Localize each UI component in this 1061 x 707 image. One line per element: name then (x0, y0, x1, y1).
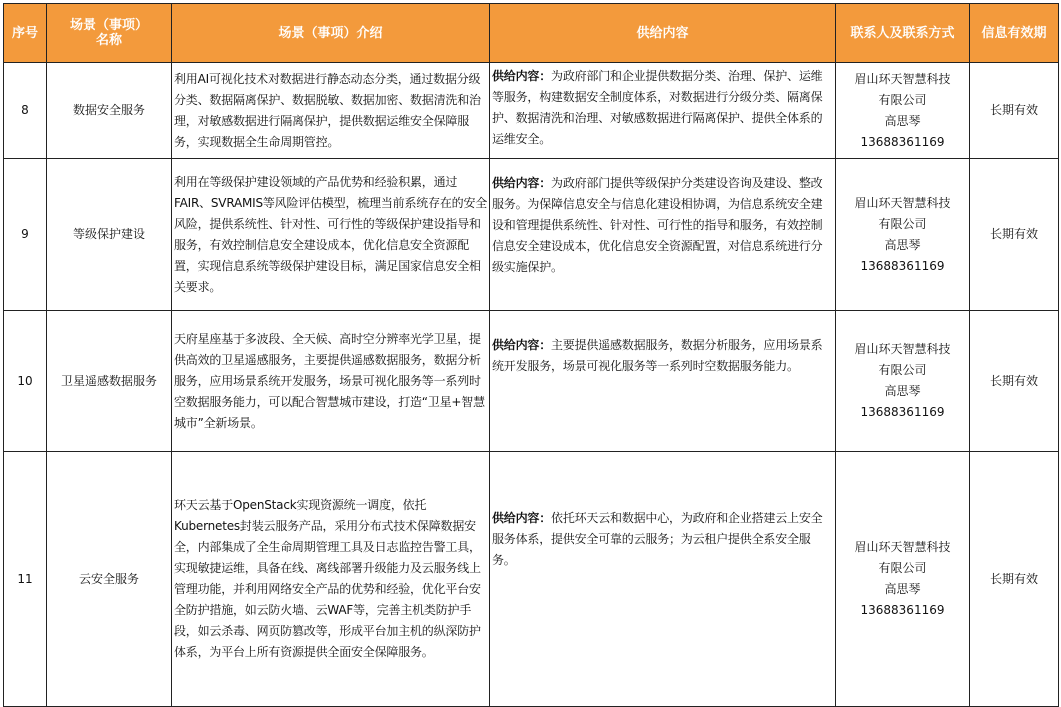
table-header-row (4, 4, 1059, 63)
header-validity: 信息有效期 (970, 4, 1059, 63)
supply-label: 供给内容： (492, 176, 552, 190)
contact-company-line1: 眉山环天智慧科技 (854, 71, 951, 86)
contact-company-line2: 有限公司 (878, 216, 927, 231)
cell-seq: 10 (4, 311, 47, 452)
cell-supply (490, 311, 836, 452)
cell-name: 云安全服务 (47, 452, 172, 707)
contact-person: 高思琴 (884, 113, 921, 128)
header-seq: 序号 (4, 4, 47, 63)
supply-text: 依托环天云和数据中心，为政府和企业搭建云上安全服务体系，提供安全可靠的云服务；为云租户提供全系安全服务。 (492, 511, 823, 567)
table-row (4, 159, 1059, 311)
cell-name: 等级保护建设 (47, 159, 172, 311)
contact-phone: 13688361169 (860, 258, 945, 273)
cell-contact (836, 452, 970, 707)
contact-person: 高思琴 (884, 384, 921, 398)
supply-label: 供给内容： (492, 69, 552, 83)
contact-company-line1: 眉山环天智慧科技 (854, 342, 951, 356)
cell-intro: 天府星座基于多波段、全天候、高时空分辨率光学卫星，提供高效的卫星遥感服务，主要提供遥感数据服务，数据分析服务，应用场景系统开发服务，场景可视化服务等一系列时空数据服务能力，可以配合智慧城市建设，打造“卫星+智慧城市”全新场景。 (172, 311, 490, 452)
contact-phone: 13688361169 (860, 405, 945, 419)
cell-name: 数据安全服务 (47, 63, 172, 159)
contact-person: 高思琴 (884, 237, 921, 252)
cell-validity: 长期有效 (970, 63, 1059, 159)
header-name (47, 4, 172, 63)
cell-intro: 利用在等级保护建设领域的产品优势和经验积累，通过FAIR、SVRAMIS等风险评估模型，梳理当前系统存在的安全风险，提供系统性、针对性、可行性的等级保护建设指导和服务，有效控制信息安全建设成本，优化信息安全资源配置，实现信息系统等级保护建设目标，满足国家信息安全相关要求。 (172, 159, 490, 311)
header-intro: 场景（事项）介绍 (172, 4, 490, 63)
header-contact: 联系人及联系方式 (836, 4, 970, 63)
cell-supply (490, 159, 836, 311)
contact-company-line2: 有限公司 (878, 363, 927, 377)
cell-seq: 11 (4, 452, 47, 707)
contact-company-line1: 眉山环天智慧科技 (854, 540, 951, 554)
table-row (4, 63, 1059, 159)
header-supply: 供给内容 (490, 4, 836, 63)
contact-company-line2: 有限公司 (878, 92, 927, 107)
table-row (4, 452, 1059, 707)
contact-person: 高思琴 (884, 582, 921, 596)
table-row (4, 311, 1059, 452)
supply-label: 供给内容： (492, 511, 552, 525)
contact-phone: 13688361169 (860, 134, 945, 149)
cell-contact (836, 159, 970, 311)
cell-validity: 长期有效 (970, 452, 1059, 707)
cell-contact (836, 63, 970, 159)
contact-company-line2: 有限公司 (878, 561, 927, 575)
contact-phone: 13688361169 (860, 603, 945, 617)
supply-text: 为政府部门提供等级保护分类建设咨询及建设、整改服务。为保障信息安全与信息化建设相协调，为信息系统安全建设和管理提供系统性、针对性、可行性的指导和服务，有效控制信息安全建设成本，优化信息安全资源配置，对信息系统进行分级实施保护。 (492, 176, 823, 274)
contact-company-line1: 眉山环天智慧科技 (854, 195, 951, 210)
cell-validity: 长期有效 (970, 159, 1059, 311)
header-name-line1: 场景（事项） (69, 18, 148, 33)
cell-name: 卫星遥感数据服务 (47, 311, 172, 452)
cell-supply (490, 63, 836, 159)
cell-intro: 利用AI可视化技术对数据进行静态动态分类，通过数据分级分类、数据隔离保护、数据脱敏、数据加密、数据清洗和治理，对敏感数据进行隔离保护，提供数据运维安全保障服务，实现数据全生命周期管控。 (172, 63, 490, 159)
cell-intro: 环天云基于OpenStack实现资源统一调度，依托Kubernetes封装云服务产品，采用分布式技术保障数据安全，内部集成了全生命周期管理工具及日志监控告警工具，实现敏捷运维，具备在线、离线部署升级能力及云服务线上管理功能，并利用网络安全产品的优势和经验，优化平台安全防护措施，如云防火墙、云WAF等，完善主机类防护手段，如云杀毒、网页防篡改等，形成平台加主机的纵深防护体系，为平台上所有资源提供全面安全保障服务。 (172, 452, 490, 707)
scenario-table (3, 3, 1059, 707)
cell-contact (836, 311, 970, 452)
cell-seq: 8 (4, 63, 47, 159)
cell-validity: 长期有效 (970, 311, 1059, 452)
cell-supply (490, 452, 836, 707)
cell-seq: 9 (4, 159, 47, 311)
header-name-line2: 名称 (95, 33, 122, 48)
supply-text: 主要提供遥感数据服务，数据分析服务，应用场景系统开发服务，场景可视化服务等一系列时空数据服务能力。 (492, 338, 823, 373)
supply-text: 为政府部门和企业提供数据分类、治理、保护、运维等服务，构建数据安全制度体系，对数据进行分级分类、隔离保护、数据清洗和治理、对敏感数据进行隔离保护、提供全体系的运维安全。 (492, 69, 823, 146)
supply-label: 供给内容： (492, 338, 552, 352)
